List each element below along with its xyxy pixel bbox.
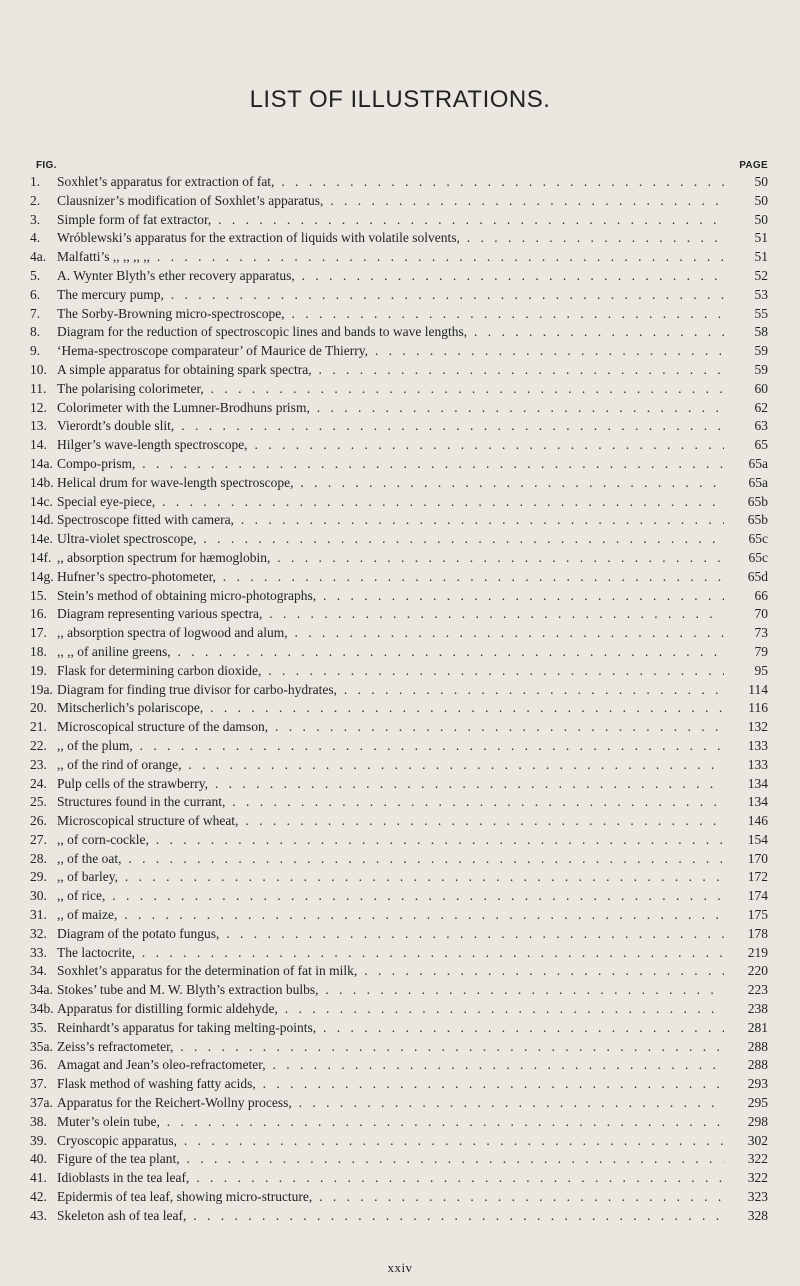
figure-number: 12. — [30, 399, 47, 415]
page-reference: 293 — [724, 1075, 768, 1094]
list-item — [0, 1038, 800, 1057]
list-item — [0, 962, 800, 981]
page-reference: 133 — [724, 756, 768, 775]
page-reference: 322 — [724, 1169, 768, 1188]
list-item — [0, 417, 800, 436]
figure-caption: Soxhlet’s apparatus for the determination of fat in milk, . . . — [57, 962, 740, 981]
list-item — [0, 662, 800, 681]
list-item — [0, 1113, 800, 1132]
list-item — [0, 455, 800, 474]
list-item — [0, 399, 800, 418]
list-item — [0, 981, 800, 1000]
figure-number: 43. — [30, 1207, 47, 1223]
figure-number: 37a. — [30, 1095, 53, 1111]
list-item — [0, 643, 800, 662]
figure-caption: Wróblewski’s apparatus for the extraction of liquids with volatile solvents, . . . — [57, 229, 740, 248]
figure-number: 16. — [30, 606, 47, 622]
page-reference: 65 — [724, 436, 768, 455]
page-reference: 65d — [724, 568, 768, 587]
list-item — [0, 775, 800, 794]
page-reference: 70 — [724, 605, 768, 624]
page-reference: 66 — [724, 587, 768, 606]
page-reference: 219 — [724, 944, 768, 963]
figure-caption: Amagat and Jean’s oleo-refractometer, . . . — [57, 1056, 740, 1075]
figure-caption: Vierordt’s double slit, . . . — [57, 417, 740, 436]
figure-number: 37. — [30, 1076, 47, 1092]
list-item — [0, 436, 800, 455]
list-item — [0, 229, 800, 248]
figure-number: 14c. — [30, 493, 53, 509]
list-item — [0, 361, 800, 380]
figure-number: 14b. — [30, 474, 54, 490]
page-reference: 178 — [724, 925, 768, 944]
figure-number: 30. — [30, 888, 47, 904]
list-item — [0, 718, 800, 737]
figure-number: 14g. — [30, 568, 54, 584]
page-reference: 220 — [724, 962, 768, 981]
figure-number: 41. — [30, 1170, 47, 1186]
figure-caption: ,, of the rind of orange, . . . — [57, 756, 740, 775]
page-reference: 298 — [724, 1113, 768, 1132]
page-reference: 53 — [724, 286, 768, 305]
page-reference: 170 — [724, 850, 768, 869]
figure-caption: Muter’s olein tube, . . . — [57, 1113, 740, 1132]
list-item — [0, 1169, 800, 1188]
figure-number: 6. — [30, 286, 41, 302]
figure-number: 9. — [30, 343, 41, 359]
figure-number: 14a. — [30, 455, 53, 471]
page-reference: 65a — [724, 455, 768, 474]
page-reference: 63 — [724, 417, 768, 436]
figure-caption: Apparatus for the Reichert-Wollny process, . . . — [57, 1094, 740, 1113]
figure-number: 14. — [30, 437, 47, 453]
figure-number: 8. — [30, 324, 41, 340]
figure-caption: ,, of the oat, . . . — [57, 850, 740, 869]
figure-number: 10. — [30, 361, 47, 377]
figure-caption: ‘Hema-spectroscope comparateur’ of Maurice de Thierry, . . . — [57, 342, 740, 361]
figure-caption: ,, of corn-cockle, . . . — [57, 831, 740, 850]
figure-caption: Diagram for the reduction of spectroscopic lines and bands to wave lengths, . . . — [57, 323, 740, 342]
page-reference: 65a — [724, 474, 768, 493]
page-reference: 288 — [724, 1056, 768, 1075]
figure-number: 19a. — [30, 681, 53, 697]
figure-caption: ,, of the plum, . . . — [57, 737, 740, 756]
page-reference: 51 — [724, 229, 768, 248]
page-reference: 73 — [724, 624, 768, 643]
list-item — [0, 699, 800, 718]
page-reference: 132 — [724, 718, 768, 737]
figure-caption: A. Wynter Blyth’s ether recovery apparatus, . . . — [57, 267, 740, 286]
list-item — [0, 925, 800, 944]
list-item — [0, 568, 800, 587]
figure-caption: Flask method of washing fatty acids, . . . — [57, 1075, 740, 1094]
figure-caption: Spectroscope fitted with camera, . . . — [57, 511, 740, 530]
figure-number: 14e. — [30, 531, 53, 547]
figure-number: 36. — [30, 1057, 47, 1073]
figure-number: 29. — [30, 869, 47, 885]
figure-number: 14f. — [30, 549, 52, 565]
figure-caption: Special eye-piece, . . . — [57, 493, 740, 512]
list-item — [0, 605, 800, 624]
figure-caption: Hufner’s spectro-photometer, . . . — [57, 568, 740, 587]
list-item — [0, 812, 800, 831]
figure-number: 34. — [30, 963, 47, 979]
page-reference: 323 — [724, 1188, 768, 1207]
page-reference: 65c — [724, 530, 768, 549]
page-reference: 52 — [724, 267, 768, 286]
page-reference: 59 — [724, 342, 768, 361]
list-item — [0, 831, 800, 850]
page-reference: 322 — [724, 1150, 768, 1169]
page-reference: 50 — [724, 173, 768, 192]
figure-caption: A simple apparatus for obtaining spark spectra, . . . — [57, 361, 740, 380]
figure-caption: Structures found in the currant, . . . — [57, 793, 740, 812]
page-number-footer: xxiv — [387, 1260, 413, 1275]
page-reference: 79 — [724, 643, 768, 662]
figure-caption: The Sorby-Browning micro-spectroscope, . . . — [57, 305, 740, 324]
figure-number: 23. — [30, 756, 47, 772]
figure-caption: Stokes’ tube and M. W. Blyth’s extraction bulbs, . . . — [57, 981, 740, 1000]
page-reference: 295 — [724, 1094, 768, 1113]
page-reference: 58 — [724, 323, 768, 342]
figure-caption: Simple form of fat extractor, . . . — [57, 211, 740, 230]
list-item — [0, 944, 800, 963]
page-reference: 65b — [724, 493, 768, 512]
figure-caption: ,, absorption spectrum for hæmoglobin, . . . — [57, 549, 740, 568]
figure-number: 1. — [30, 174, 41, 189]
figure-caption: Hilger’s wave-length spectroscope, . . . — [57, 436, 740, 455]
figure-caption: The mercury pump, . . . — [57, 286, 740, 305]
page-reference: 50 — [724, 192, 768, 211]
list-item — [0, 1075, 800, 1094]
page-reference: 223 — [724, 981, 768, 1000]
page-reference: 174 — [724, 887, 768, 906]
list-item — [0, 1094, 800, 1113]
list-item — [0, 1150, 800, 1169]
figure-number: 13. — [30, 418, 47, 434]
figure-caption: Pulp cells of the strawberry, . . . — [57, 775, 740, 794]
figure-caption: Flask for determining carbon dioxide, . . . — [57, 662, 740, 681]
page-column-header: PAGE — [739, 160, 768, 171]
figure-caption: Apparatus for distilling formic aldehyde, . . . — [57, 1000, 740, 1019]
list-item — [0, 211, 800, 230]
figure-caption: Clausnizer’s modification of Soxhlet’s apparatus, . . . — [57, 192, 740, 211]
figure-caption: ,, ,, of aniline greens, . . . — [57, 643, 740, 662]
list-item — [0, 380, 800, 399]
figure-caption: Diagram of the potato fungus, . . . — [57, 925, 740, 944]
figure-number: 2. — [30, 192, 41, 208]
figure-number: 35a. — [30, 1038, 53, 1054]
list-item — [0, 305, 800, 324]
list-item — [0, 1207, 800, 1226]
figure-number: 14d. — [30, 512, 54, 528]
page-reference: 172 — [724, 868, 768, 887]
figure-number: 17. — [30, 625, 47, 641]
page-reference: 302 — [724, 1132, 768, 1151]
page-reference: 51 — [724, 248, 768, 267]
figure-number: 31. — [30, 907, 47, 923]
page-reference: 50 — [724, 211, 768, 230]
figure-number: 42. — [30, 1189, 47, 1205]
list-item — [0, 1019, 800, 1038]
list-item — [0, 342, 800, 361]
page-reference: 154 — [724, 831, 768, 850]
page-reference: 175 — [724, 906, 768, 925]
page-reference: 60 — [724, 380, 768, 399]
page-title: LIST OF ILLUSTRATIONS. — [249, 86, 551, 113]
figure-caption: The polarising colorimeter, . . . — [57, 380, 740, 399]
page-reference: 134 — [724, 793, 768, 812]
page-reference: 95 — [724, 662, 768, 681]
figure-caption: Soxhlet’s apparatus for extraction of fat, . . . — [57, 173, 740, 192]
figure-number: 25. — [30, 794, 47, 810]
figure-caption: The lactocrite, . . . — [57, 944, 740, 963]
list-item — [0, 793, 800, 812]
page-reference: 65c — [724, 549, 768, 568]
figure-number: 24. — [30, 775, 47, 791]
list-item — [0, 549, 800, 568]
list-item — [0, 323, 800, 342]
figure-number: 4a. — [30, 249, 47, 265]
illustrations-list — [0, 173, 800, 1226]
figure-caption: ,, absorption spectra of logwood and alum, . . . — [57, 624, 740, 643]
figure-caption: Skeleton ash of tea leaf, . . . — [57, 1207, 740, 1226]
figure-number: 3. — [30, 211, 41, 227]
list-item — [0, 756, 800, 775]
figure-caption: ,, of rice, . . . — [57, 887, 740, 906]
list-item — [0, 192, 800, 211]
figure-number: 28. — [30, 850, 47, 866]
list-item — [0, 850, 800, 869]
figure-number: 7. — [30, 305, 41, 321]
figure-caption: Idioblasts in the tea leaf, . . . — [57, 1169, 740, 1188]
list-item — [0, 493, 800, 512]
page-reference: 133 — [724, 737, 768, 756]
page-reference: 238 — [724, 1000, 768, 1019]
figure-number: 38. — [30, 1113, 47, 1129]
list-item — [0, 624, 800, 643]
list-item — [0, 906, 800, 925]
figure-number: 19. — [30, 662, 47, 678]
figure-caption: Diagram for finding true divisor for carbo-hydrates, . . . — [57, 681, 740, 700]
figure-caption: Diagram representing various spectra, . . . — [57, 605, 740, 624]
figure-caption: Malfatti’s ,, ,, ,, ,, . . . — [57, 248, 740, 267]
figure-number: 40. — [30, 1151, 47, 1167]
figure-caption: ,, of maize, . . . — [57, 906, 740, 925]
figure-caption: Microscopical structure of wheat, . . . — [57, 812, 740, 831]
figure-number: 34a. — [30, 982, 53, 998]
list-item — [0, 267, 800, 286]
figure-number: 35. — [30, 1019, 47, 1035]
figure-number: 5. — [30, 267, 41, 283]
figure-number: 22. — [30, 737, 47, 753]
figure-caption: ,, of barley, . . . — [57, 868, 740, 887]
figure-caption: Zeiss’s refractometer, . . . — [57, 1038, 740, 1057]
figure-number: 11. — [30, 380, 47, 396]
figure-caption: Ultra-violet spectroscope, . . . — [57, 530, 740, 549]
page-reference: 65b — [724, 511, 768, 530]
figure-number: 27. — [30, 831, 47, 847]
figure-number: 34b. — [30, 1001, 54, 1017]
fig-column-header: FIG. — [36, 160, 57, 171]
list-item — [0, 681, 800, 700]
page-reference: 146 — [724, 812, 768, 831]
list-item — [0, 248, 800, 267]
figure-caption: Reinhardt’s apparatus for taking melting-points, . . . — [57, 1019, 740, 1038]
list-item — [0, 1188, 800, 1207]
figure-caption: Epidermis of tea leaf, showing micro-structure, . . . — [57, 1188, 740, 1207]
figure-number: 39. — [30, 1132, 47, 1148]
page-reference: 116 — [724, 699, 768, 718]
figure-caption: Mitscherlich’s polariscope, . . . — [57, 699, 740, 718]
figure-number: 21. — [30, 719, 47, 735]
page-reference: 134 — [724, 775, 768, 794]
figure-number: 4. — [30, 230, 41, 246]
figure-number: 15. — [30, 587, 47, 603]
figure-number: 26. — [30, 813, 47, 829]
list-item — [0, 474, 800, 493]
page-reference: 288 — [724, 1038, 768, 1057]
list-item — [0, 530, 800, 549]
figure-caption: Helical drum for wave-length spectroscope, . . . — [57, 474, 740, 493]
list-item — [0, 1000, 800, 1019]
figure-caption: Cryoscopic apparatus, . . . — [57, 1132, 740, 1151]
figure-caption: Microscopical structure of the damson, . . . — [57, 718, 740, 737]
list-item — [0, 1056, 800, 1075]
list-item — [0, 286, 800, 305]
figure-number: 33. — [30, 944, 47, 960]
list-item — [0, 737, 800, 756]
figure-number: 18. — [30, 643, 47, 659]
figure-caption: Figure of the tea plant, . . . — [57, 1150, 740, 1169]
figure-number: 32. — [30, 925, 47, 941]
page-reference: 328 — [724, 1207, 768, 1226]
figure-number: 20. — [30, 700, 47, 716]
list-item — [0, 511, 800, 530]
figure-caption: Colorimeter with the Lumner-Brodhuns prism, . . . — [57, 399, 740, 418]
page-reference: 59 — [724, 361, 768, 380]
list-item — [0, 887, 800, 906]
figure-caption: Compo-prism, . . . — [57, 455, 740, 474]
list-item — [0, 1132, 800, 1151]
page-reference: 62 — [724, 399, 768, 418]
list-item — [0, 868, 800, 887]
figure-caption: Stein’s method of obtaining micro-photographs, . . . — [57, 587, 740, 606]
page-reference: 114 — [724, 681, 768, 700]
list-item — [0, 173, 800, 192]
page-reference: 55 — [724, 305, 768, 324]
list-item — [0, 587, 800, 606]
page-reference: 281 — [724, 1019, 768, 1038]
